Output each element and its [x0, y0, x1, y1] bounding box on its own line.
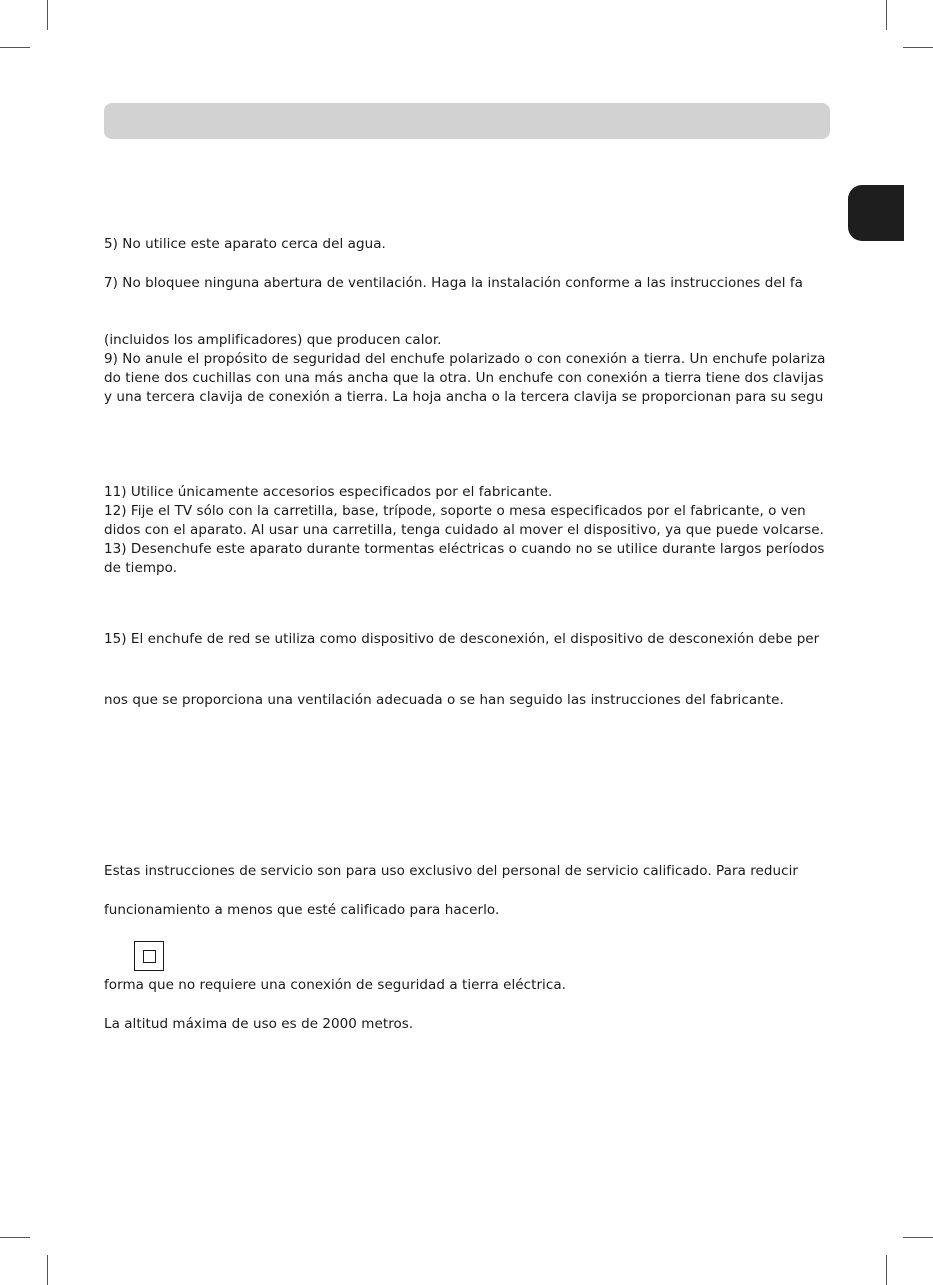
- text-line-12a: 12) Fije el TV sólo con la carretilla, base, trípode, soporte o mesa especificados por el fabricante, o ven: [104, 503, 806, 519]
- double-insulation-icon: [134, 941, 164, 971]
- crop-mark-top-right-h: [903, 47, 933, 48]
- crop-mark-bottom-left-h: [0, 1237, 30, 1238]
- text-line-13b: de tiempo.: [104, 560, 178, 576]
- text-line-15: 15) El enchufe de red se utiliza como dispositivo de desconexión, el dispositivo de desconexión debe per: [104, 631, 820, 647]
- text-line-12b: didos con el aparato. Al usar una carretilla, tenga cuidado al mover el dispositivo, ya que puede volcarse.: [104, 522, 824, 538]
- text-line-7: 7) No bloquee ninguna abertura de ventilación. Haga la instalación conforme a las instrucciones del fa: [104, 275, 803, 291]
- text-line-9b: do tiene dos cuchillas con una más ancha que la otra. Un enchufe con conexión a tierra tiene dos clavijas: [104, 370, 824, 386]
- section-header-bar: [104, 103, 830, 139]
- text-line-ventilation: nos que se proporciona una ventilación adecuada o se han seguido las instrucciones del fabricante.: [104, 692, 784, 708]
- text-line-9a: 9) No anule el propósito de seguridad del enchufe polarizado o con conexión a tierra. Un enchufe polariza: [104, 351, 826, 367]
- crop-mark-top-right: [886, 0, 887, 30]
- language-side-tab: [848, 185, 904, 241]
- crop-mark-top-left: [47, 0, 48, 30]
- text-line-8-end: (incluidos los amplificadores) que producen calor.: [104, 332, 442, 348]
- text-line-service-b: funcionamiento a menos que esté calificado para hacerlo.: [104, 902, 500, 918]
- text-line-9c: y una tercera clavija de conexión a tierra. La hoja ancha o la tercera clavija se proporcionan para su segu: [104, 389, 824, 405]
- crop-mark-bottom-left: [47, 1255, 48, 1285]
- crop-mark-top-left-h: [0, 47, 30, 48]
- crop-mark-bottom-right-h: [903, 1237, 933, 1238]
- text-line-altitude: La altitud máxima de uso es de 2000 metros.: [104, 1016, 414, 1032]
- text-line-5: 5) No utilice este aparato cerca del agua.: [104, 236, 386, 252]
- text-line-11: 11) Utilice únicamente accesorios especificados por el fabricante.: [104, 484, 553, 500]
- text-line-class-ii: forma que no requiere una conexión de seguridad a tierra eléctrica.: [104, 977, 566, 993]
- text-line-13a: 13) Desenchufe este aparato durante tormentas eléctricas o cuando no se utilice durante largos períodos: [104, 541, 825, 557]
- crop-mark-bottom-right: [886, 1255, 887, 1285]
- text-line-service-a: Estas instrucciones de servicio son para uso exclusivo del personal de servicio calificado. Para reducir: [104, 863, 798, 879]
